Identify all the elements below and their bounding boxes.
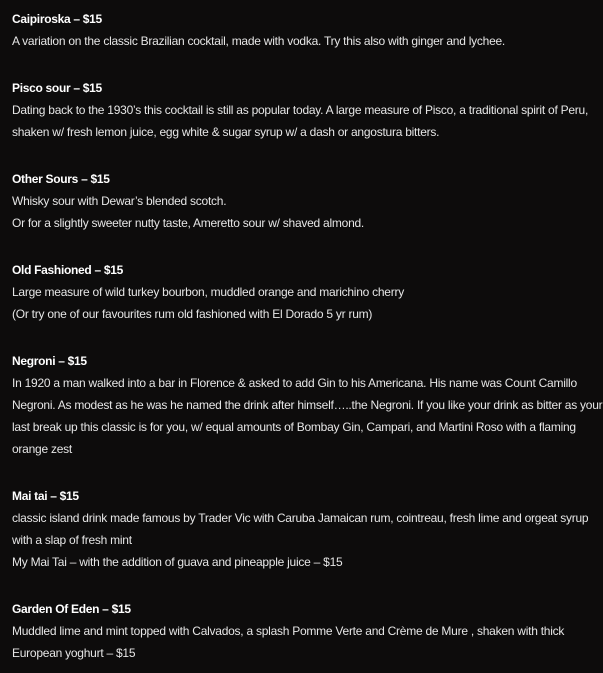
menu-item-title: Caipiroska – $15: [12, 12, 102, 26]
menu-item: [12, 168, 603, 234]
menu-item-title: Negroni – $15: [12, 354, 87, 368]
menu-item-description: Or for a slightly sweeter nutty taste, Ameretto sour w/ shaved almond.: [12, 216, 364, 230]
menu-item-title: Garden Of Eden – $15: [12, 602, 131, 616]
menu-item-description: Large measure of wild turkey bourbon, muddled orange and marichino cherry: [12, 285, 404, 299]
menu-item: [12, 350, 603, 460]
menu-item: [12, 598, 603, 664]
menu-item: [12, 485, 603, 573]
menu-item-description: Muddled lime and mint topped with Calvados, a splash Pomme Verte and Crème de Mure , shaken with thick: [12, 624, 565, 638]
menu-item-description: Whisky sour with Dewar’s blended scotch.: [12, 194, 227, 208]
menu-item-title: Other Sours – $15: [12, 172, 110, 186]
menu-item-description: Negroni. As modest as he was he named the drink after himself…..the Negroni. If you like your drink as bitter as your: [12, 398, 603, 412]
menu-item-description: orange zest: [12, 442, 72, 456]
menu-item-description: My Mai Tai – with the addition of guava and pineapple juice – $15: [12, 555, 343, 569]
menu-item-description: In 1920 a man walked into a bar in Florence & asked to add Gin to his Americana. His name was Count Camillo: [12, 376, 577, 390]
menu-item-description: last break up this classic is for you, w/ equal amounts of Bombay Gin, Campari, and Martini Roso with a flaming: [12, 420, 576, 434]
menu-item-title: Pisco sour – $15: [12, 81, 102, 95]
menu-item: [12, 259, 603, 325]
menu-item-title: Mai tai – $15: [12, 489, 79, 503]
menu-item-description: Dating back to the 1930’s this cocktail is still as popular today. A large measure of Pisco, a traditional spirit of Peru,: [12, 103, 589, 117]
menu-item-description: European yoghurt – $15: [12, 646, 136, 660]
menu-item-description: with a slap of fresh mint: [12, 533, 132, 547]
menu-item-description: shaken w/ fresh lemon juice, egg white & sugar syrup w/ a dash or angostura bitters.: [12, 125, 440, 139]
menu-item: [12, 77, 603, 143]
menu-item-description: classic island drink made famous by Trader Vic with Caruba Jamaican rum, cointreau, fresh lime and orgeat syrup: [12, 511, 589, 525]
menu-item-description: (Or try one of our favourites rum old fashioned with El Dorado 5 yr rum): [12, 307, 373, 321]
menu-item: [12, 8, 603, 52]
menu-item-description: A variation on the classic Brazilian cocktail, made with vodka. Try this also with ginger and lychee.: [12, 34, 505, 48]
menu-item-title: Old Fashioned – $15: [12, 263, 124, 277]
